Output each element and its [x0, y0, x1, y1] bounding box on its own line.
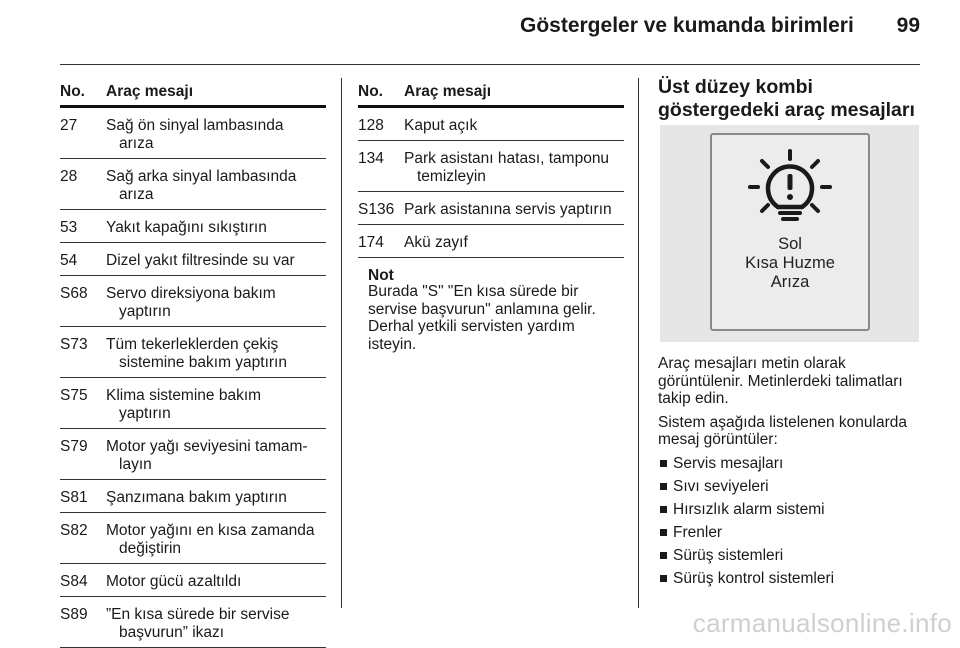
table-row	[60, 327, 326, 378]
row-message-line-1: Sağ ön sinyal lambasında	[106, 117, 284, 134]
list-item	[658, 478, 923, 496]
list-item	[658, 455, 923, 473]
bullet-square-icon	[660, 460, 667, 467]
col-header-no: No.	[358, 83, 383, 100]
row-message-line-1: Kaput açık	[404, 117, 478, 134]
row-message-line-1: Motor yağı seviyesini tamam-	[106, 438, 308, 455]
row-number: S89	[60, 606, 88, 623]
row-number: 134	[358, 150, 384, 167]
table-row	[60, 513, 326, 564]
bullet-square-icon	[660, 575, 667, 582]
paragraph-2: Sistem aşağıda listelenen konularda mesaj görüntüler:	[658, 413, 908, 448]
row-number: 174	[358, 234, 384, 251]
row-message-line-1: Sağ arka sinyal lambasında	[106, 168, 297, 185]
table-row	[60, 159, 326, 210]
list-item	[658, 547, 923, 565]
table-row	[60, 429, 326, 480]
message-table-left	[60, 78, 326, 648]
exterior-light-fault-icon	[740, 147, 840, 229]
table-row	[60, 276, 326, 327]
list-item-text: Sürüş kontrol sistemleri	[673, 569, 835, 587]
row-number: S68	[60, 285, 88, 302]
list-item-text: Frenler	[673, 523, 723, 541]
table-row	[358, 225, 624, 258]
row-message-line-1: Park asistanına servis yaptırın	[404, 201, 612, 218]
column-divider-left	[341, 78, 342, 608]
section-body	[658, 355, 923, 587]
table-row	[60, 480, 326, 513]
row-message-line-1: Motor gücü azaltıldı	[106, 573, 242, 590]
topic-list	[658, 455, 923, 588]
row-message	[106, 429, 326, 479]
row-message	[404, 192, 624, 224]
row-message-line-1: Şanzımana bakım yaptırın	[106, 489, 287, 506]
row-message	[106, 564, 326, 596]
row-message	[404, 141, 624, 191]
row-message-line-1: Park asistanı hatası, tamponu	[404, 150, 610, 167]
row-number: 27	[60, 117, 78, 134]
table-row	[60, 378, 326, 429]
row-message	[106, 378, 326, 428]
bullet-square-icon	[660, 529, 667, 536]
row-message	[404, 225, 624, 257]
row-message	[106, 108, 326, 158]
table-row	[60, 108, 326, 159]
row-message-line-1: Yakıt kapağını sıkıştırın	[106, 219, 267, 236]
row-message-line-1: Klima sistemine bakım	[106, 387, 262, 404]
row-message-line-2: layın	[119, 456, 152, 473]
row-message	[106, 513, 326, 563]
row-message-line-1: Motor yağını en kısa zamanda	[106, 522, 315, 539]
row-message	[404, 108, 624, 140]
table-row	[358, 192, 624, 225]
row-message-line-2: yaptırın	[119, 303, 171, 320]
row-message	[106, 327, 326, 377]
row-message-line-1: Servo direksiyona bakım	[106, 285, 276, 302]
col-header-message: Araç mesajı	[404, 83, 492, 100]
row-message-line-2: sistemine bakım yaptırın	[119, 354, 287, 371]
row-message-line-2: başvurun” ikazı	[119, 624, 225, 641]
row-message-line-1: Tüm tekerleklerden çekiş	[106, 336, 279, 353]
list-item	[658, 570, 923, 588]
row-number: S73	[60, 336, 88, 353]
row-message	[106, 480, 326, 512]
list-item	[658, 501, 923, 519]
list-item-text: Hırsızlık alarm sistemi	[673, 500, 825, 518]
row-number: S75	[60, 387, 88, 404]
bullet-square-icon	[660, 552, 667, 559]
list-item-text: Servis mesajları	[673, 454, 784, 472]
row-message-line-1: Akü zayıf	[404, 234, 468, 251]
row-message	[106, 243, 326, 275]
display-line-2: Kısa Huzme	[745, 254, 835, 272]
bullet-square-icon	[660, 483, 667, 490]
column-divider-right	[638, 78, 639, 608]
row-number: S84	[60, 573, 88, 590]
table-row	[60, 210, 326, 243]
display-line-1: Sol	[778, 235, 802, 253]
page-header-title: Göstergeler ve kumanda birimleri	[520, 14, 854, 37]
list-item	[658, 524, 923, 542]
watermark: carmanualsonline.info	[692, 608, 952, 638]
note-body: Burada "S" "En kısa sürede bir servise başvurun" anlamına gelir. Derhal yetkili servisten yardım isteyin.	[368, 283, 596, 353]
row-message-line-2: değiştirin	[119, 540, 182, 557]
message-table-middle	[358, 78, 624, 258]
row-message-line-2: arıza	[119, 135, 154, 152]
row-number: S82	[60, 522, 88, 539]
row-message	[106, 210, 326, 242]
bullet-square-icon	[660, 506, 667, 513]
table-row	[358, 141, 624, 192]
row-message-line-1: Dizel yakıt filtresinde su var	[106, 252, 295, 269]
table-row	[60, 243, 326, 276]
header-divider	[60, 64, 920, 65]
table-row	[60, 564, 326, 597]
display-panel	[710, 133, 870, 331]
col-header-no: No.	[60, 83, 85, 100]
row-number: 53	[60, 219, 78, 236]
display-message	[712, 235, 868, 292]
row-number: S79	[60, 438, 88, 455]
row-number: 54	[60, 252, 78, 269]
row-message-line-1: ”En kısa sürede bir servise	[106, 606, 290, 623]
row-message-line-2: yaptırın	[119, 405, 171, 422]
table-row	[60, 597, 326, 648]
paragraph-1: Araç mesajları metin olarak görüntülenir. Metinlerdeki talimatları takip edin.	[658, 355, 903, 407]
row-message-line-2: temizleyin	[417, 168, 486, 185]
row-number: S81	[60, 489, 88, 506]
table-header	[60, 78, 326, 100]
row-message	[106, 597, 326, 647]
table-row	[358, 108, 624, 141]
note-title: Not	[368, 267, 394, 284]
row-number: 128	[358, 117, 384, 134]
row-message	[106, 276, 326, 326]
list-item-text: Sürüş sistemleri	[673, 546, 784, 564]
col-header-message: Araç mesajı	[106, 83, 194, 100]
row-number: 28	[60, 168, 78, 185]
row-message-line-2: arıza	[119, 186, 154, 203]
list-item-text: Sıvı seviyeleri	[673, 477, 769, 495]
section-title: Üst düzey kombi göstergedeki araç mesajları	[658, 76, 915, 121]
row-number: S136	[358, 201, 395, 218]
page-number: 99	[896, 14, 920, 37]
display-line-3: Arıza	[770, 273, 810, 291]
table-header	[358, 78, 624, 100]
row-message	[106, 159, 326, 209]
